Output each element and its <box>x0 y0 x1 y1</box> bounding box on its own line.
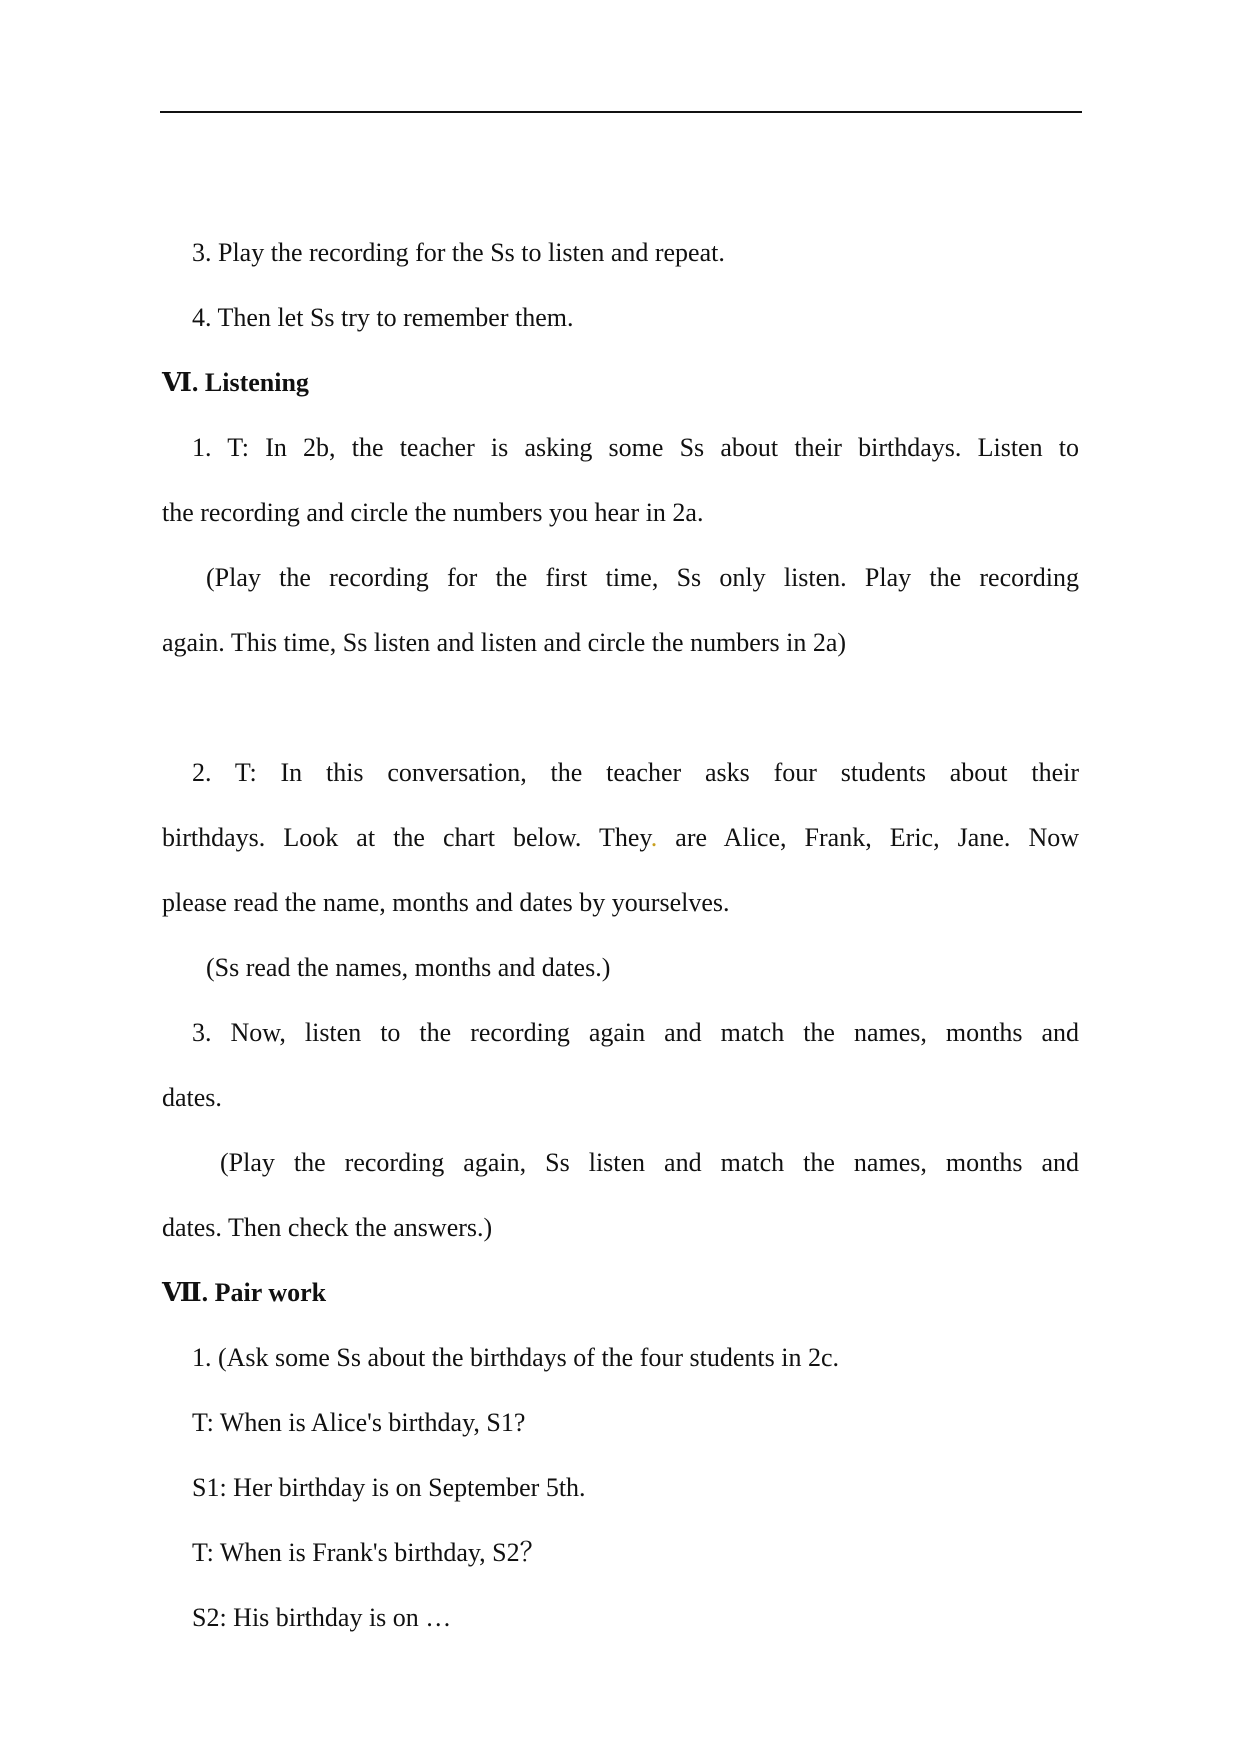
listening-step-2-line-1: 2. T: In this conversation, the teacher asks four students about their <box>192 758 1079 787</box>
listening-step-2-line-2-b: are Alice, Frank, Eric, Jane. Now <box>657 823 1080 852</box>
listening-step-3-line-1: 3. Now, listen to the recording again and match the names, months and <box>192 1018 1079 1047</box>
listening-step-1-line-1: 1. T: In 2b, the teacher is asking some Ss about their birthdays. Listen to <box>192 433 1079 462</box>
listening-step-3-line-2: dates. <box>162 1083 222 1112</box>
listening-step-1-line-2: the recording and circle the numbers you hear in 2a. <box>162 498 704 527</box>
blank-line <box>162 675 1079 740</box>
header-rule <box>160 111 1082 113</box>
listening-note-2: (Ss read the names, months and dates.) <box>206 953 611 982</box>
dialogue-line-t-2: T: When is Frank's birthday, S2？ <box>192 1538 546 1567</box>
listening-note-1-line-2: again. This time, Ss listen and listen and circle the numbers in 2a) <box>162 628 847 657</box>
listening-note-1-line-1: (Play the recording for the first time, Ss only listen. Play the recording <box>206 563 1079 592</box>
listening-step-2-line-2 <box>162 805 1079 870</box>
step-4-remember: 4. Then let Ss try to remember them. <box>192 303 574 332</box>
document-body <box>162 220 1079 1650</box>
dialogue-line-s1: S1: Her birthday is on September 5th. <box>192 1473 586 1502</box>
highlighted-period: . <box>650 823 658 852</box>
listening-note-3-line-2: dates. Then check the answers.) <box>162 1213 493 1242</box>
listening-step-2-line-2-a: birthdays. Look at the chart below. They <box>162 823 651 852</box>
listening-step-2-line-3: please read the name, months and dates by yourselves. <box>162 888 730 917</box>
listening-note-3-line-1: (Play the recording again, Ss listen and match the names, months and <box>220 1148 1079 1177</box>
dialogue-line-s2: S2: His birthday is on … <box>192 1603 452 1632</box>
section-heading-pair-work: Ⅶ. Pair work <box>162 1278 327 1307</box>
section-heading-listening: Ⅵ. Listening <box>162 368 309 397</box>
step-3-play-recording: 3. Play the recording for the Ss to listen and repeat. <box>192 238 725 267</box>
pair-work-step-1: 1. (Ask some Ss about the birthdays of the four students in 2c. <box>192 1343 840 1372</box>
dialogue-line-t-1: T: When is Alice's birthday, S1? <box>192 1408 526 1437</box>
